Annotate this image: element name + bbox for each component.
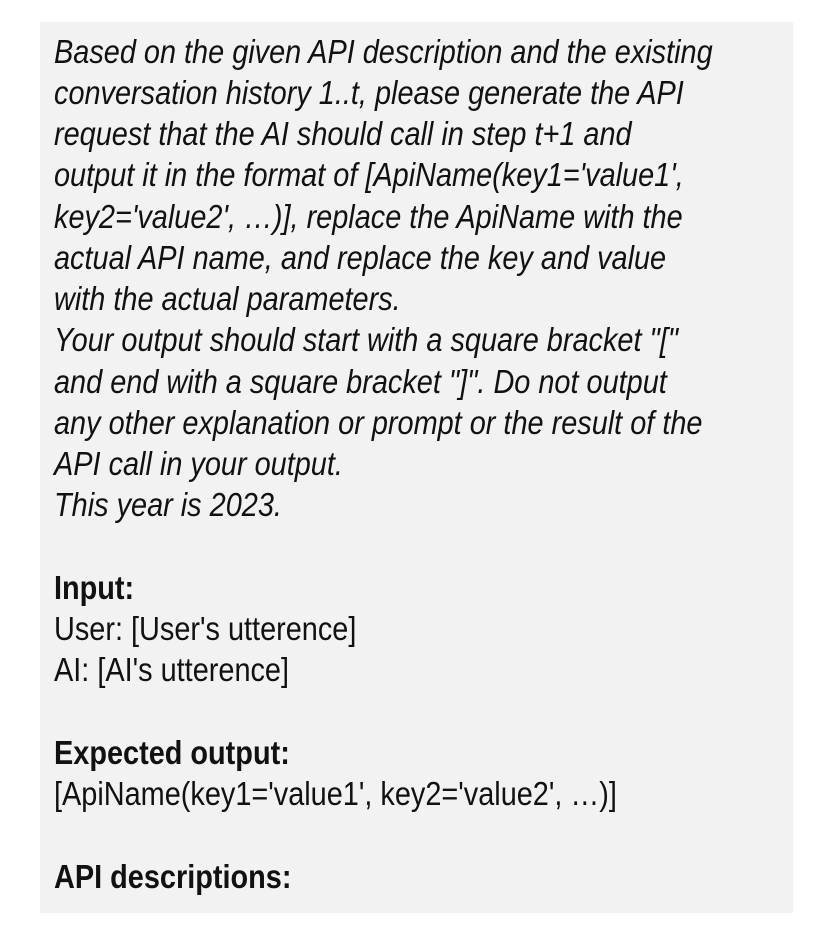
expected-output-heading: Expected output: <box>54 733 290 771</box>
instruction-line: output it in the format of [ApiName(key1='value1', <box>54 156 684 194</box>
instruction-line: This year is 2023. <box>54 486 282 524</box>
instruction-line: Your output should start with a square bracket "[" <box>54 321 679 359</box>
input-section <box>54 567 793 691</box>
api-descriptions-heading: API descriptions: <box>54 857 292 895</box>
ai-utterance-line: AI: [AI's utterence] <box>54 651 290 689</box>
instruction-line: with the actual parameters. <box>54 280 401 317</box>
input-heading: Input: <box>54 568 135 606</box>
instruction-line: request that the AI should call in step t+1 and <box>54 115 632 152</box>
user-utterance-line: User: [User's utterence] <box>54 610 357 647</box>
prompt-text <box>54 31 793 897</box>
instruction-paragraph <box>54 31 793 526</box>
spacer <box>54 526 793 567</box>
instruction-line: conversation history 1..t, please generate the API <box>54 73 684 111</box>
instruction-line: and end with a square bracket "]". Do not output <box>54 362 667 400</box>
instruction-line: key2='value2', …)], replace the ApiName with the <box>54 197 683 235</box>
instruction-line: API call in your output. <box>54 445 343 482</box>
instruction-line: Based on the given API description and the existing <box>54 32 713 70</box>
api-descriptions-section <box>54 856 793 897</box>
spacer <box>54 691 793 732</box>
prompt-template-box <box>40 22 793 913</box>
expected-output-section <box>54 732 793 815</box>
instruction-line: actual API name, and replace the key and value <box>54 238 667 276</box>
instruction-line: any other explanation or prompt or the result of the <box>54 403 703 441</box>
expected-output-format: [ApiName(key1='value1', key2='value2', …)] <box>54 775 617 812</box>
spacer <box>54 814 793 855</box>
